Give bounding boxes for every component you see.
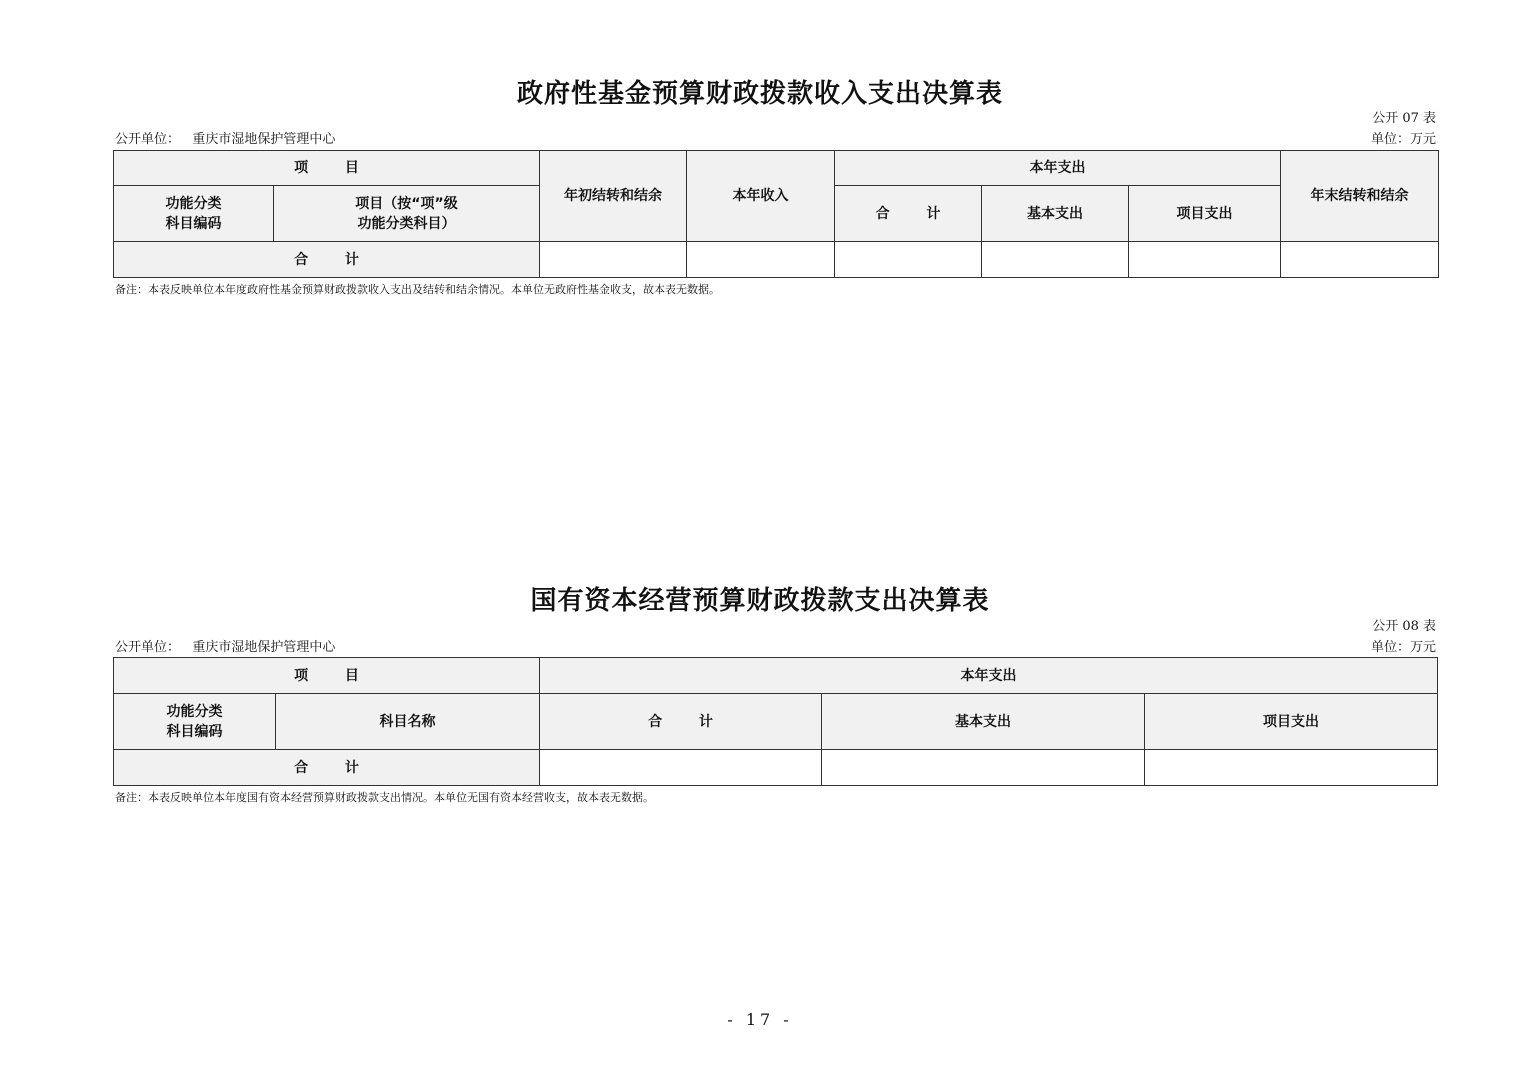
table8-total-expense bbox=[540, 750, 822, 786]
table7-total-row-label: 合 计 bbox=[114, 242, 540, 278]
table8-currency: 单位：万元 bbox=[1370, 640, 1436, 655]
table7-header-begin-balance: 年初结转和结余 bbox=[540, 151, 687, 242]
table8-header-name: 科目名称 bbox=[276, 694, 540, 750]
table7-header-project: 项目支出 bbox=[1129, 186, 1281, 242]
table8-unit bbox=[115, 640, 335, 656]
table8-total-project bbox=[1145, 750, 1438, 786]
table7-total-basic bbox=[982, 242, 1129, 278]
table7-total-begin-balance bbox=[540, 242, 687, 278]
table7-total-expense bbox=[835, 242, 982, 278]
table8-total-basic bbox=[822, 750, 1145, 786]
table7-header-basic: 基本支出 bbox=[982, 186, 1129, 242]
table7-unit-name: 重庆市湿地保护管理中心 bbox=[192, 132, 336, 147]
table7-header-end-balance: 年末结转和结余 bbox=[1281, 151, 1439, 242]
table7-header-name: 项目（按“项”级 功能分类科目） bbox=[274, 186, 540, 242]
table8-header-code: 功能分类 科目编码 bbox=[114, 694, 276, 750]
table7-note: 备注：本表反映单位本年度政府性基金预算财政拨款收入支出及结转和结余情况。本单位无政府性基金收支，故本表无数据。 bbox=[115, 283, 720, 296]
table8 bbox=[113, 657, 1438, 786]
table7-header-code: 功能分类 科目编码 bbox=[114, 186, 274, 242]
table7-currency: 单位：万元 bbox=[1370, 132, 1436, 147]
table8-header-expense: 本年支出 bbox=[540, 658, 1438, 694]
table8-unit-label: 公开单位： bbox=[115, 640, 181, 655]
table8-number: 公开 08 表 bbox=[1372, 619, 1436, 634]
table8-note: 备注：本表反映单位本年度国有资本经营预算财政拨款支出情况。本单位无国有资本经营收支，故本表无数据。 bbox=[115, 791, 654, 804]
table8-header-total: 合 计 bbox=[540, 694, 822, 750]
table7-total-income bbox=[687, 242, 835, 278]
table7-unit bbox=[115, 132, 335, 148]
table7-number: 公开 07 表 bbox=[1372, 111, 1436, 126]
table8-title: 国有资本经营预算财政拨款支出决算表 bbox=[530, 586, 990, 616]
table8-unit-name: 重庆市湿地保护管理中心 bbox=[192, 640, 336, 655]
table7 bbox=[113, 150, 1439, 278]
table8-header-item: 项 目 bbox=[114, 658, 540, 694]
table8-header-basic: 基本支出 bbox=[822, 694, 1145, 750]
table7-title: 政府性基金预算财政拨款收入支出决算表 bbox=[516, 79, 1003, 109]
table7-header-expense: 本年支出 bbox=[835, 151, 1281, 186]
table7-total-project bbox=[1129, 242, 1281, 278]
table7-header-income: 本年收入 bbox=[687, 151, 835, 242]
table7-unit-label: 公开单位： bbox=[115, 132, 181, 147]
table7-header-total: 合 计 bbox=[835, 186, 982, 242]
table7-total-end-balance bbox=[1281, 242, 1439, 278]
table7-header-item: 项 目 bbox=[114, 151, 540, 186]
table8-total-row-label: 合 计 bbox=[114, 750, 540, 786]
table8-header-project: 项目支出 bbox=[1145, 694, 1438, 750]
page-number: - 17 - bbox=[727, 1010, 793, 1029]
